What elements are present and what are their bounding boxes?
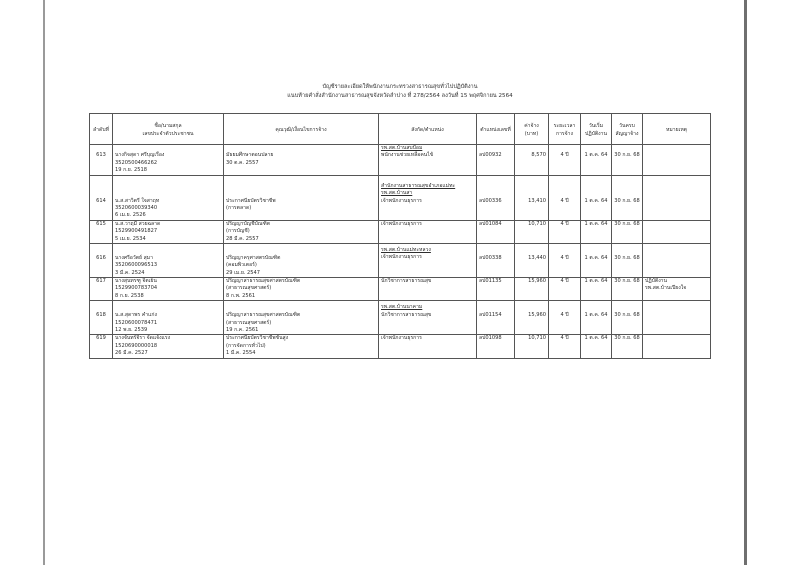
end-cell: 30 ก.ย. 68 <box>612 175 643 220</box>
person-id: 3520600039340 <box>115 204 158 211</box>
duration-cell: 4 ปี <box>549 335 581 358</box>
unit-cell <box>379 145 477 176</box>
qualification: ปริญญาครุศาสตรบัณฑิต <box>226 254 281 261</box>
col-wage-header <box>515 114 549 145</box>
end-cell: 30 ก.ย. 68 <box>612 278 643 301</box>
seq-cell: 618 <box>90 301 113 335</box>
unit-cell <box>379 220 477 243</box>
qualification-date: 19 ก.ค. 2561 <box>226 327 259 334</box>
col-name-header-line2: เลขประจำตัวประชาชน <box>142 130 194 137</box>
person-id: 1529900491827 <box>115 228 158 235</box>
person-name: นางศรีอวัตย์ สุมา <box>115 254 153 261</box>
col-name-header <box>113 114 224 145</box>
qualification: ปริญญาบัญชีบัณฑิต <box>226 220 271 227</box>
name-cell <box>113 175 224 220</box>
qualification: ปริญญาสาธารณสุขศาสตรบัณฑิต <box>226 278 301 285</box>
posno-cell: ลป01135 <box>477 278 515 301</box>
table-row <box>90 220 711 243</box>
qual-cell <box>224 278 379 301</box>
position-title: นักวิชาการสาธารณสุข <box>381 311 432 318</box>
wage-cell: 15,960 <box>515 301 549 335</box>
qual-cell <box>224 220 379 243</box>
qualification: ประกาศนียบัตรวิชาชีพ <box>226 197 276 204</box>
unit-heading: รพ.สต.บ้านสบป้อม <box>381 145 423 151</box>
qualification: ปริญญาสาธารณสุขศาสตรบัณฑิต <box>226 312 301 319</box>
seq-cell: 613 <box>90 145 113 176</box>
end-cell: 30 ก.ย. 68 <box>612 335 643 358</box>
seq-cell: 615 <box>90 220 113 243</box>
start-cell: 1 ต.ค. 64 <box>581 175 612 220</box>
col-wage-header-line1: ค่าจ้าง <box>524 123 539 130</box>
wage-cell: 10,710 <box>515 220 549 243</box>
name-cell <box>113 335 224 358</box>
seq-cell: 614 <box>90 175 113 220</box>
note-cell <box>643 301 711 335</box>
name-cell <box>113 278 224 301</box>
person-id: 1520600078471 <box>115 319 158 326</box>
note-cell <box>643 335 711 358</box>
wage-cell: 13,440 <box>515 243 549 277</box>
col-note-header: หมายเหตุ <box>643 114 711 145</box>
table-header-row <box>90 114 711 145</box>
qualification: มัธยมศึกษาตอนปลาย <box>226 152 274 159</box>
unit-heading: รพ.สต.บ้านนาคาม <box>381 304 423 311</box>
person-id: 3520600096513 <box>115 262 158 269</box>
qualification-date: 28 มี.ค. 2557 <box>226 235 259 242</box>
person-id: 3520500466262 <box>115 159 158 166</box>
col-seq-header: ลำดับที่ <box>90 114 113 145</box>
col-end-header-line2: สัญญาจ้าง <box>615 130 639 137</box>
table-row <box>90 145 711 176</box>
posno-cell: ลป00338 <box>477 243 515 277</box>
name-cell <box>113 243 224 277</box>
col-duration-header <box>549 114 581 145</box>
name-cell <box>113 301 224 335</box>
col-wage-header-line2: (บาท) <box>524 130 539 137</box>
qualification-detail: (คอมพิวเตอร์) <box>226 262 257 269</box>
note-line2: รพ.สต.บ้านเปียงใจ <box>645 285 687 292</box>
start-cell: 1 ต.ค. 64 <box>581 278 612 301</box>
col-duration-header-line2: การจ้าง <box>555 130 573 137</box>
position-title: นักวิชาการสาธารณสุข <box>381 278 432 285</box>
wage-cell: 13,410 <box>515 175 549 220</box>
person-name: น.ส.สุดาพร คำแก่ง <box>115 312 157 319</box>
qual-cell <box>224 243 379 277</box>
qualification-detail: (การจัดการทั่วไป) <box>226 342 266 349</box>
col-name-header-line1: ชื่อ/นามสกุล <box>154 123 182 130</box>
posno-cell: ลป01098 <box>477 335 515 358</box>
col-end-header <box>612 114 643 145</box>
wage-cell: 10,710 <box>515 335 549 358</box>
qualification-detail: (การบัญชี) <box>226 228 250 235</box>
person-dob: 8 ก.ย. 2538 <box>115 292 144 299</box>
start-cell: 1 ต.ค. 64 <box>581 335 612 358</box>
table-row <box>90 335 711 358</box>
qualification-date: 1 มี.ค. 2554 <box>226 350 256 357</box>
name-cell <box>113 220 224 243</box>
duration-cell: 4 ปี <box>549 243 581 277</box>
person-name: นางจันทร์จิรา จัดแจ้งแรง <box>115 335 171 342</box>
unit-cell <box>379 175 477 220</box>
seq-cell: 616 <box>90 243 113 277</box>
note-cell <box>643 175 711 220</box>
qualification: ประกาศนียบัตรวิชาชีพชั้นสูง <box>226 335 289 342</box>
table-row <box>90 278 711 301</box>
unit-heading: รพ.สต.บ้านแม่ทะหลวง <box>381 246 431 253</box>
start-cell: 1 ต.ค. 64 <box>581 243 612 277</box>
posno-cell: ลป00932 <box>477 145 515 176</box>
person-dob: 5 เม.ย. 2534 <box>115 235 146 242</box>
person-name: น.ส.สาวิตรี ใจสาฤท <box>115 197 160 204</box>
note-cell <box>643 278 711 301</box>
posno-cell: ลป01084 <box>477 220 515 243</box>
name-cell <box>113 145 224 176</box>
position-title: เจ้าพนักงานธุรการ <box>381 254 422 261</box>
col-start-header <box>581 114 612 145</box>
position-title: เจ้าพนักงานธุรการ <box>381 335 422 342</box>
unit-cell <box>379 301 477 335</box>
duration-cell: 4 ปี <box>549 145 581 176</box>
position-title: เจ้าพนักงานธุรการ <box>381 197 422 204</box>
table-row <box>90 175 711 220</box>
note-cell <box>643 145 711 176</box>
unit-cell <box>379 243 477 277</box>
unit-cell <box>379 278 477 301</box>
duration-cell: 4 ปี <box>549 175 581 220</box>
col-start-header-line2: ปฏิบัติงาน <box>584 130 608 137</box>
table-row <box>90 301 711 335</box>
seq-cell: 619 <box>90 335 113 358</box>
staff-table <box>89 113 711 359</box>
person-dob: 6 เม.ย. 2526 <box>115 212 146 219</box>
end-cell: 30 ก.ย. 68 <box>612 243 643 277</box>
end-cell: 30 ก.ย. 68 <box>612 220 643 243</box>
start-cell: 1 ต.ค. 64 <box>581 145 612 176</box>
col-unit-header: สังกัด/ตำแหน่ง <box>379 114 477 145</box>
seq-cell: 617 <box>90 278 113 301</box>
qual-cell <box>224 175 379 220</box>
document-title: บัญชีรายละเอียดให้พนักงานกระทรวงสาธารณสุขทั่วไปปฏิบัติงาน <box>322 84 478 90</box>
person-name: นางสุนทรฑู จิตเย็น <box>115 278 157 285</box>
qual-cell <box>224 335 379 358</box>
wage-cell: 8,570 <box>515 145 549 176</box>
position-title: พนักงานช่วยเหลือคนไข้ <box>381 152 434 159</box>
person-dob: 26 มี.ค. 2527 <box>115 350 148 357</box>
qualification-detail: (การตลาด) <box>226 204 252 211</box>
person-name: น.ส.วาฤมี สวยฉลาด <box>115 220 161 227</box>
col-duration-header-line1: ระยะเวลา <box>553 123 576 130</box>
unit-heading: สำนักงานสาธารณสุขอำเภอแม่ทะ <box>381 182 456 189</box>
col-end-header-line1: วันครบ <box>619 123 635 130</box>
table-row <box>90 243 711 277</box>
unit-subheading: รพ.สต.บ้านสา <box>381 190 413 197</box>
person-dob: 3 มี.ค. 2524 <box>115 269 145 276</box>
start-cell: 1 ต.ค. 64 <box>581 301 612 335</box>
start-cell: 1 ต.ค. 64 <box>581 220 612 243</box>
col-posno-header: ตำแหน่งเลขที่ <box>477 114 515 145</box>
col-qual-header: คุณวุฒิ/เงื่อนไขการจ้าง <box>224 114 379 145</box>
posno-cell: ลป01154 <box>477 301 515 335</box>
document-subtitle: แนบท้ายคำสั่งสำนักงานสาธารณสุขจังหวัดลำปาง ที่ 278/2564 ลงวันที่ 15 พฤศจิกายน 2564 <box>287 93 513 99</box>
unit-cell <box>379 335 477 358</box>
end-cell: 30 ก.ย. 68 <box>612 145 643 176</box>
col-start-header-line1: วันเริ่ม <box>588 123 604 130</box>
duration-cell: 4 ปี <box>549 278 581 301</box>
wage-cell: 15,960 <box>515 278 549 301</box>
qualification-date: 8 ก.พ. 2561 <box>226 292 256 299</box>
posno-cell: ลป00336 <box>477 175 515 220</box>
note-cell <box>643 220 711 243</box>
duration-cell: 4 ปี <box>549 220 581 243</box>
position-title: เจ้าพนักงานธุรการ <box>381 220 422 227</box>
note-line1: ปฏิบัติงาน <box>645 278 668 285</box>
qual-cell <box>224 301 379 335</box>
person-id: 1520690000018 <box>115 342 158 349</box>
qualification-detail: (สาธารณสุขศาสตร์) <box>226 319 272 326</box>
qualification-date: 29 เม.ย. 2547 <box>226 269 261 276</box>
qual-cell <box>224 145 379 176</box>
person-dob: 19 ก.ย. 2518 <box>115 167 147 174</box>
person-name: นางกิจสุดา ศรีบุญเรือง <box>115 152 165 159</box>
end-cell: 30 ก.ย. 68 <box>612 301 643 335</box>
qualification-detail: (สาธารณสุขศาสตร์) <box>226 285 272 292</box>
person-id: 1529900783704 <box>115 285 158 292</box>
note-cell <box>643 243 711 277</box>
person-dob: 12 พ.ย. 2539 <box>115 327 148 334</box>
duration-cell: 4 ปี <box>549 301 581 335</box>
qualification-date: 30 ต.ค. 2557 <box>226 159 259 166</box>
